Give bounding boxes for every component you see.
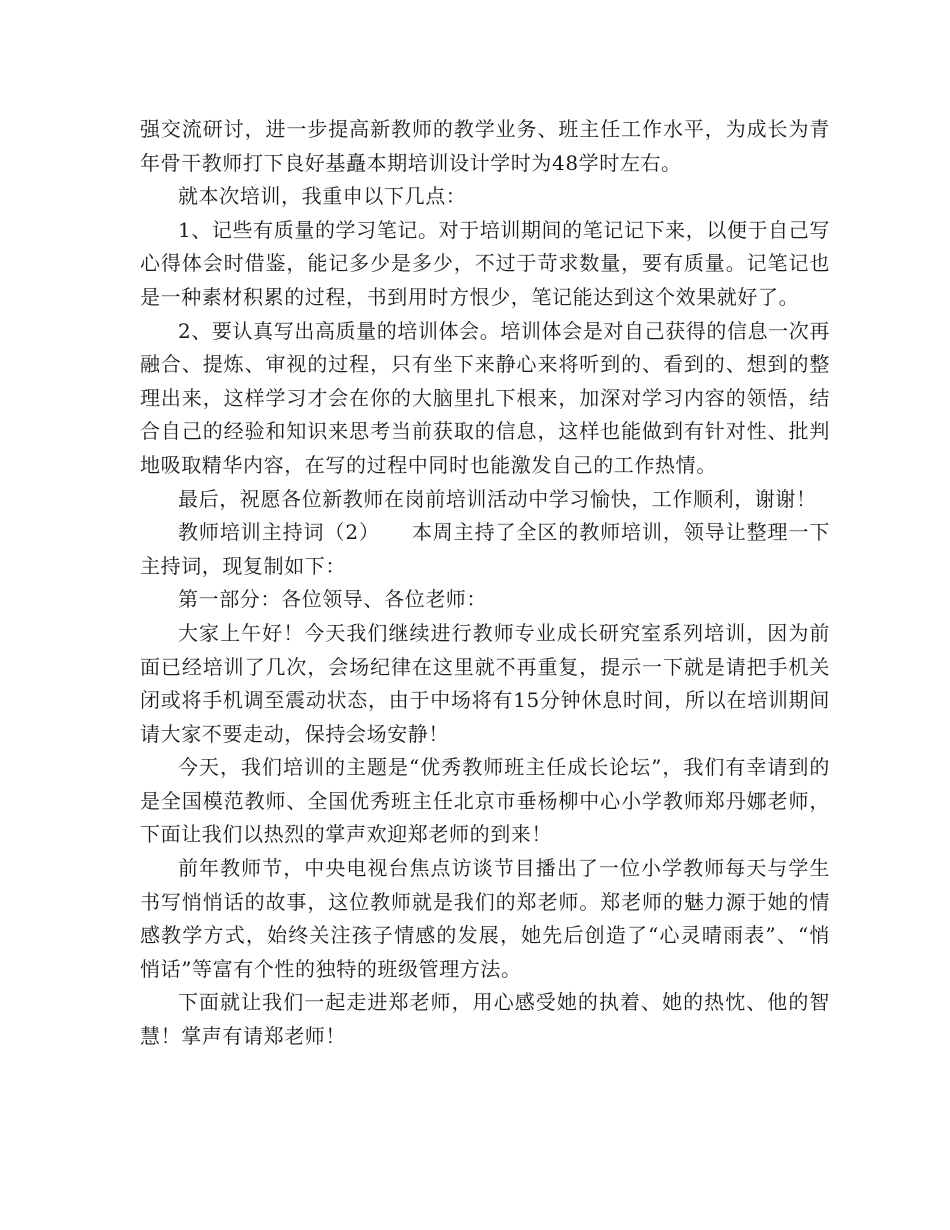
paragraph-6: 教师培训主持词（2） 本周主持了全区的教师培训，领导让整理一下主持词，现复制如下：	[140, 520, 830, 578]
paragraph-2: 就本次培训，我重申以下几点：	[178, 184, 467, 209]
paragraph-8: 大家上午好！今天我们继续进行教师专业成长研究室系列培训，因为前面已经培训了几次，会场纪律在这里就不再重复，提示一下就是请把手机关闭或将手机调至震动状态，由于中场将有15分钟休息时间，所以在培训期间请大家不要走动，保持会场安静！	[140, 620, 830, 746]
paragraph-9: 今天，我们培训的主题是“优秀教师班主任成长论坛”，我们有幸请到的是全国模范教师、全国优秀班主任北京市垂杨柳中心小学教师郑丹娜老师，下面让我们以热烈的掌声欢迎郑老师的到来！	[140, 755, 830, 847]
paragraph-5: 最后，祝愿各位新教师在岗前培训活动中学习愉快，工作顺利，谢谢！	[178, 486, 817, 511]
paragraph-4: 2、要认真写出高质量的培训体会。培训体会是对自己获得的信息一次再融合、提炼、审视的过程，只有坐下来静心来将听到的、看到的、想到的整理出来，这样学习才会在你的大脑里扎下根来，加深对学习内容的领悟，结合自己的经验和知识来思考当前获取的信息，这样也能做到有针对性、批判地吸取精华内容，在写的过程中同时也能激发自己的工作热情。	[140, 318, 830, 477]
paragraph-10: 前年教师节，中央电视台焦点访谈节目播出了一位小学教师每天与学生书写悄悄话的故事，这位教师就是我们的郑老师。郑老师的魅力源于她的情感教学方式，始终关注孩子情感的发展，她先后创造了“心灵晴雨表”、“悄悄话”等富有个性的独特的班级管理方法。	[140, 856, 830, 981]
paragraph-11: 下面就让我们一起走进郑老师，用心感受她的执着、她的热忱、他的智慧！掌声有请郑老师！	[140, 990, 830, 1049]
paragraph-3: 1、记些有质量的学习笔记。对于培训期间的笔记记下来，以便于自己写心得体会时借鉴，能记多少是多少，不过于苛求数量，要有质量。记笔记也是一种素材积累的过程，书到用时方恨少，笔记能达到这个效果就好了。	[140, 217, 830, 309]
paragraph-7: 第一部分：各位领导、各位老师：	[178, 587, 487, 612]
paragraph-1: 强交流研讨，进一步提高新教师的教学业务、班主任工作水平，为成长为青年骨干教师打下良好基矗本期培训设计学时为48学时左右。	[140, 117, 830, 175]
document-body	[140, 113, 830, 1054]
